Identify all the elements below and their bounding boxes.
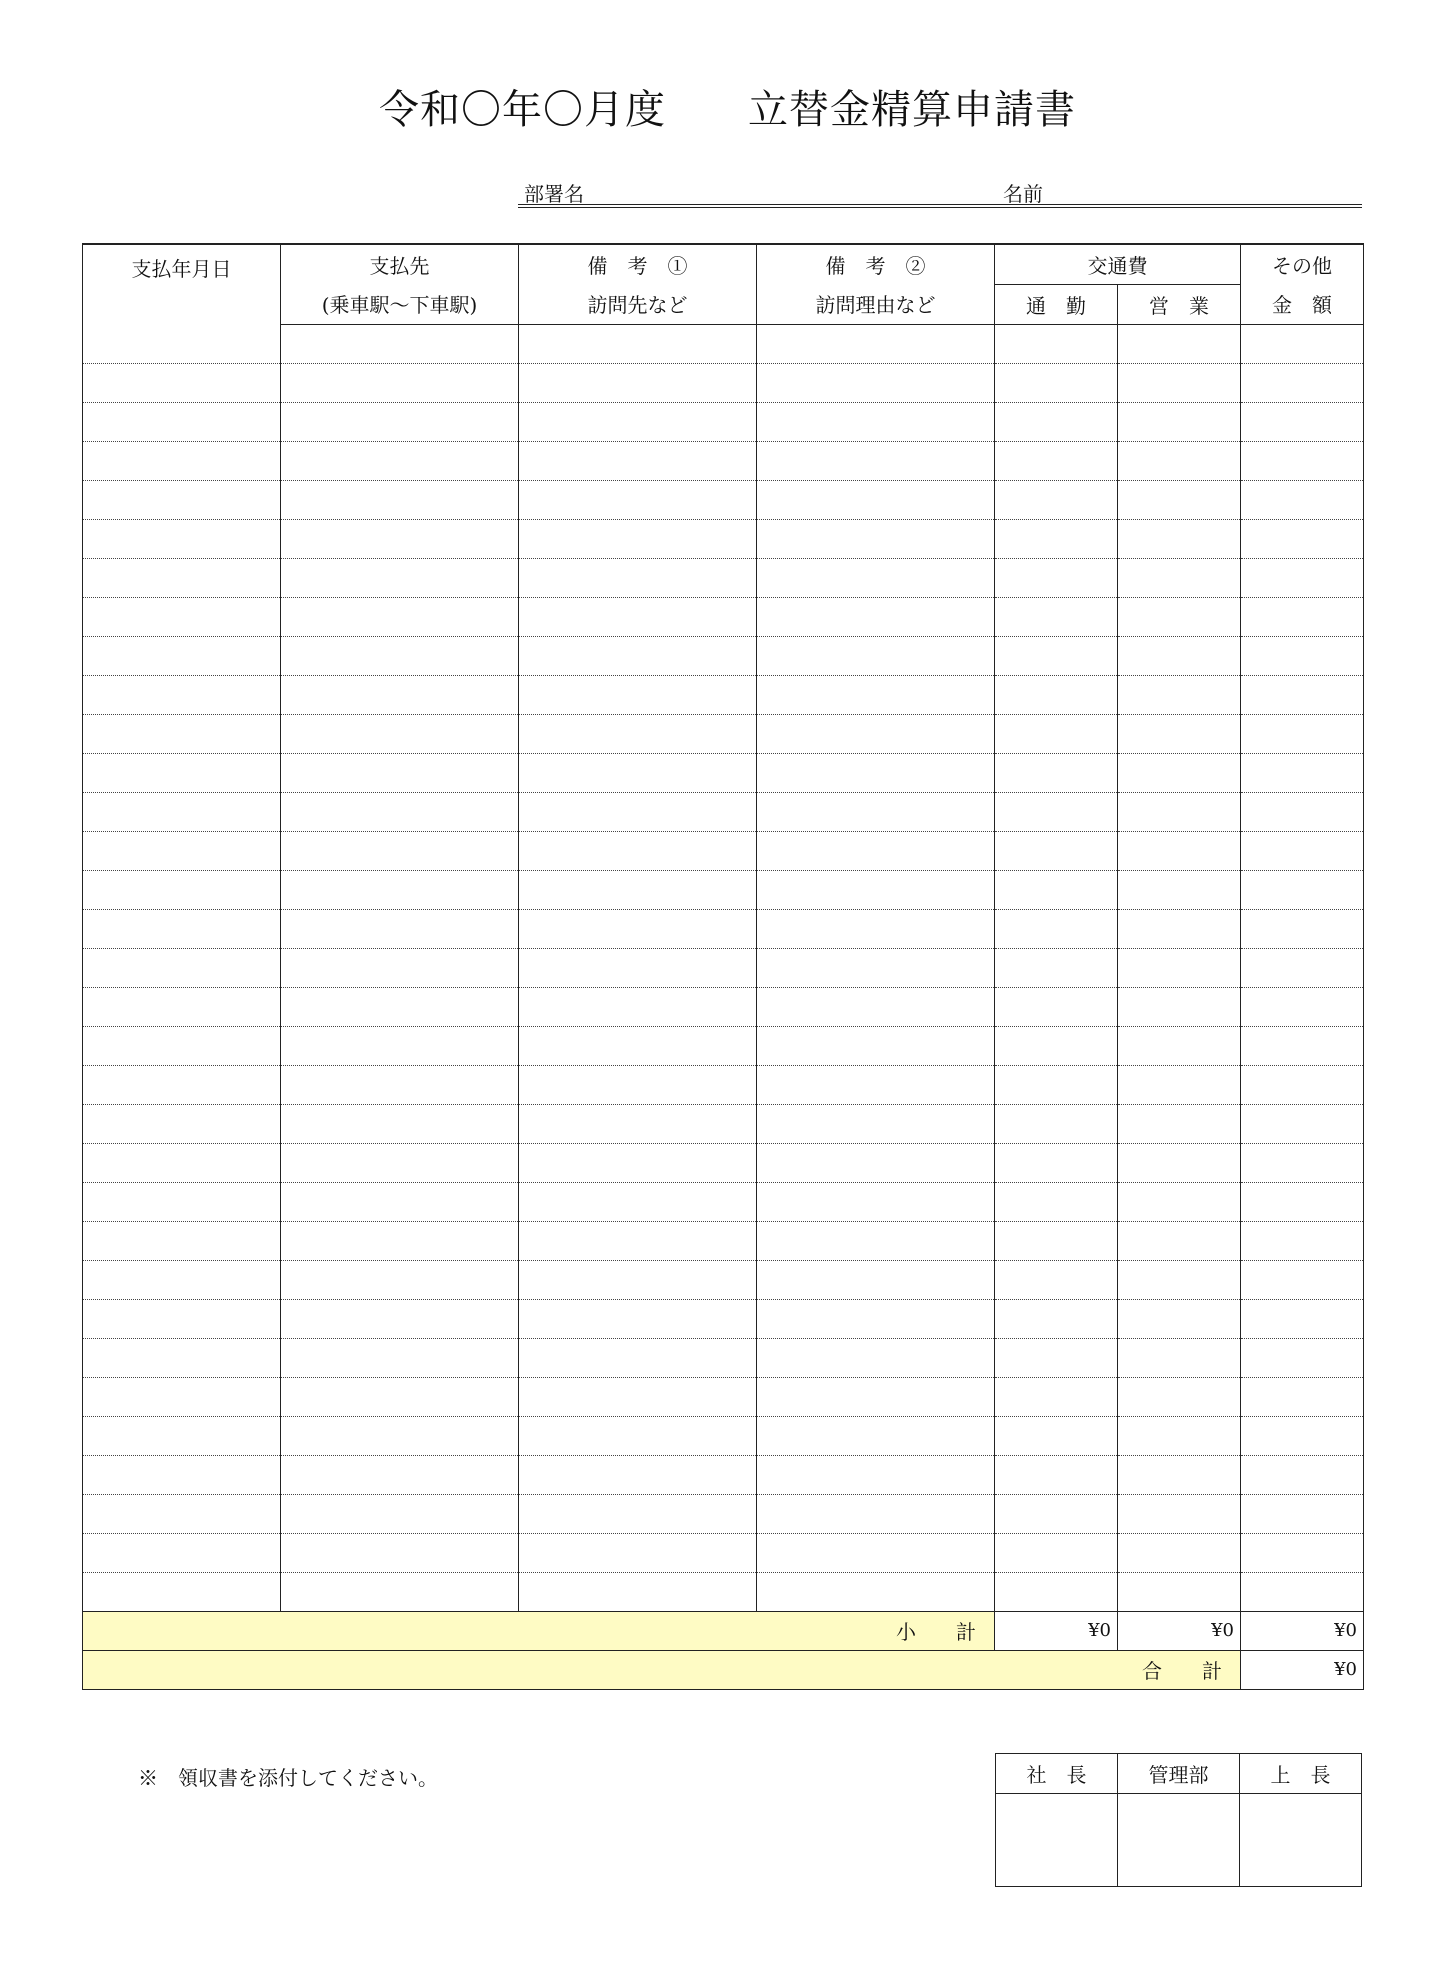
cell-other[interactable]: [1241, 363, 1364, 402]
cell-remark2[interactable]: [757, 1065, 995, 1104]
cell-remark1[interactable]: [519, 480, 757, 519]
cell-commute[interactable]: [995, 324, 1118, 363]
cell-date[interactable]: [83, 1065, 281, 1104]
cell-date[interactable]: [83, 1182, 281, 1221]
header-other-sub: 金 額: [1241, 284, 1364, 324]
cell-remark2[interactable]: [757, 1377, 995, 1416]
table-row: [83, 987, 1364, 1026]
cell-remark2[interactable]: [757, 714, 995, 753]
cell-date[interactable]: [83, 1104, 281, 1143]
cell-business[interactable]: [1118, 987, 1241, 1026]
cell-other[interactable]: [1241, 714, 1364, 753]
table-row: [83, 1026, 1364, 1065]
cell-remark2[interactable]: [757, 870, 995, 909]
cell-remark2[interactable]: [757, 1299, 995, 1338]
cell-business[interactable]: [1118, 909, 1241, 948]
cell-payee[interactable]: [281, 1026, 519, 1065]
table-row: [83, 1221, 1364, 1260]
cell-business[interactable]: [1118, 831, 1241, 870]
header-other: その他: [1241, 244, 1364, 284]
cell-date[interactable]: [83, 792, 281, 831]
cell-remark1[interactable]: [519, 363, 757, 402]
cell-commute[interactable]: [995, 753, 1118, 792]
cell-business[interactable]: [1118, 324, 1241, 363]
cell-business[interactable]: [1118, 1533, 1241, 1572]
total-row: [83, 1650, 1364, 1689]
cell-remark2[interactable]: [757, 792, 995, 831]
cell-date[interactable]: [83, 675, 281, 714]
cell-remark1[interactable]: [519, 402, 757, 441]
cell-remark2[interactable]: [757, 1104, 995, 1143]
cell-remark1[interactable]: [519, 1221, 757, 1260]
cell-other[interactable]: [1241, 1533, 1364, 1572]
cell-commute[interactable]: [995, 402, 1118, 441]
table-row: [83, 714, 1364, 753]
cell-date[interactable]: [83, 1143, 281, 1182]
cell-payee[interactable]: [281, 1416, 519, 1455]
expense-table: [82, 243, 1364, 1690]
cell-payee[interactable]: [281, 324, 519, 363]
cell-remark1[interactable]: [519, 1533, 757, 1572]
cell-commute[interactable]: [995, 1416, 1118, 1455]
cell-remark2[interactable]: [757, 1416, 995, 1455]
cell-remark1[interactable]: [519, 753, 757, 792]
cell-business[interactable]: [1118, 519, 1241, 558]
cell-remark2[interactable]: [757, 519, 995, 558]
table-row: [83, 402, 1364, 441]
cell-date[interactable]: [83, 1455, 281, 1494]
cell-payee[interactable]: [281, 831, 519, 870]
cell-remark2[interactable]: [757, 831, 995, 870]
cell-payee[interactable]: [281, 1104, 519, 1143]
cell-remark1[interactable]: [519, 831, 757, 870]
cell-other[interactable]: [1241, 480, 1364, 519]
cell-remark1[interactable]: [519, 1104, 757, 1143]
cell-remark2[interactable]: [757, 753, 995, 792]
cell-remark2[interactable]: [757, 480, 995, 519]
cell-remark1[interactable]: [519, 1377, 757, 1416]
cell-business[interactable]: [1118, 1182, 1241, 1221]
table-row: [83, 1143, 1364, 1182]
signature-underline: [518, 204, 1362, 208]
cell-business[interactable]: [1118, 1572, 1241, 1611]
table-row: [83, 1494, 1364, 1533]
cell-other[interactable]: [1241, 1494, 1364, 1533]
cell-remark1[interactable]: [519, 987, 757, 1026]
cell-remark1[interactable]: [519, 792, 757, 831]
subtotal-commute: ¥0: [995, 1611, 1118, 1650]
cell-business[interactable]: [1118, 558, 1241, 597]
approval-management: 管理部: [1118, 1754, 1240, 1794]
cell-payee[interactable]: [281, 870, 519, 909]
cell-business[interactable]: [1118, 1416, 1241, 1455]
stamp-box-superior[interactable]: [1240, 1794, 1362, 1887]
table-row: [83, 1338, 1364, 1377]
cell-commute[interactable]: [995, 1221, 1118, 1260]
cell-other[interactable]: [1241, 792, 1364, 831]
cell-remark2[interactable]: [757, 1143, 995, 1182]
header-remark1: 備 考 ①: [519, 244, 757, 284]
cell-other[interactable]: [1241, 597, 1364, 636]
cell-remark2[interactable]: [757, 1221, 995, 1260]
cell-business[interactable]: [1118, 636, 1241, 675]
header-payee-sub: (乗車駅～下車駅): [281, 284, 519, 324]
cell-other[interactable]: [1241, 1065, 1364, 1104]
cell-date[interactable]: [83, 948, 281, 987]
cell-business[interactable]: [1118, 948, 1241, 987]
cell-other[interactable]: [1241, 1572, 1364, 1611]
cell-commute[interactable]: [995, 441, 1118, 480]
table-row: [83, 675, 1364, 714]
cell-payee[interactable]: [281, 363, 519, 402]
cell-commute[interactable]: [995, 870, 1118, 909]
total-amount: ¥0: [1241, 1650, 1364, 1689]
cell-remark1[interactable]: [519, 1299, 757, 1338]
cell-date[interactable]: [83, 1494, 281, 1533]
cell-commute[interactable]: [995, 792, 1118, 831]
cell-payee[interactable]: [281, 1065, 519, 1104]
cell-commute[interactable]: [995, 1143, 1118, 1182]
header-date: 支払年月日: [83, 244, 281, 324]
cell-business[interactable]: [1118, 753, 1241, 792]
approval-stamp-table: [995, 1753, 1362, 1887]
table-row: [83, 480, 1364, 519]
header-transport: 交通費: [995, 244, 1241, 284]
table-row: [83, 558, 1364, 597]
cell-other[interactable]: [1241, 1104, 1364, 1143]
cell-commute[interactable]: [995, 597, 1118, 636]
table-row: [83, 1572, 1364, 1611]
cell-remark1[interactable]: [519, 597, 757, 636]
subtotal-row: [83, 1611, 1364, 1650]
cell-remark1[interactable]: [519, 1416, 757, 1455]
table-row: [83, 1377, 1364, 1416]
cell-remark1[interactable]: [519, 1026, 757, 1065]
table-row: [83, 1416, 1364, 1455]
cell-remark2[interactable]: [757, 597, 995, 636]
cell-commute[interactable]: [995, 1533, 1118, 1572]
cell-remark1[interactable]: [519, 675, 757, 714]
cell-commute[interactable]: [995, 909, 1118, 948]
cell-remark1[interactable]: [519, 1260, 757, 1299]
cell-remark2[interactable]: [757, 441, 995, 480]
cell-payee[interactable]: [281, 519, 519, 558]
cell-payee[interactable]: [281, 441, 519, 480]
cell-payee[interactable]: [281, 1260, 519, 1299]
cell-other[interactable]: [1241, 558, 1364, 597]
cell-remark2[interactable]: [757, 558, 995, 597]
cell-business[interactable]: [1118, 1494, 1241, 1533]
table-row: [83, 363, 1364, 402]
cell-commute[interactable]: [995, 1026, 1118, 1065]
cell-commute[interactable]: [995, 363, 1118, 402]
cell-date[interactable]: [83, 402, 281, 441]
cell-payee[interactable]: [281, 987, 519, 1026]
cell-remark1[interactable]: [519, 948, 757, 987]
cell-payee[interactable]: [281, 792, 519, 831]
cell-other[interactable]: [1241, 870, 1364, 909]
subtotal-business: ¥0: [1118, 1611, 1241, 1650]
cell-commute[interactable]: [995, 948, 1118, 987]
cell-remark1[interactable]: [519, 1143, 757, 1182]
cell-business[interactable]: [1118, 402, 1241, 441]
header-row: [83, 244, 1364, 284]
cell-payee[interactable]: [281, 1455, 519, 1494]
cell-date[interactable]: [83, 519, 281, 558]
cell-commute[interactable]: [995, 714, 1118, 753]
cell-payee[interactable]: [281, 714, 519, 753]
cell-other[interactable]: [1241, 987, 1364, 1026]
cell-other[interactable]: [1241, 675, 1364, 714]
cell-business[interactable]: [1118, 1260, 1241, 1299]
cell-other[interactable]: [1241, 1026, 1364, 1065]
cell-remark1[interactable]: [519, 1494, 757, 1533]
cell-commute[interactable]: [995, 1572, 1118, 1611]
cell-payee[interactable]: [281, 597, 519, 636]
cell-payee[interactable]: [281, 1143, 519, 1182]
table-row: [83, 441, 1364, 480]
cell-date[interactable]: [83, 987, 281, 1026]
cell-commute[interactable]: [995, 1299, 1118, 1338]
cell-remark2[interactable]: [757, 1533, 995, 1572]
cell-other[interactable]: [1241, 948, 1364, 987]
cell-payee[interactable]: [281, 1182, 519, 1221]
cell-remark1[interactable]: [519, 1182, 757, 1221]
cell-remark2[interactable]: [757, 363, 995, 402]
receipt-note: ※ 領収書を添付してください。: [138, 1766, 438, 1790]
cell-business[interactable]: [1118, 441, 1241, 480]
cell-commute[interactable]: [995, 1104, 1118, 1143]
table-row: [83, 831, 1364, 870]
cell-remark1[interactable]: [519, 909, 757, 948]
cell-commute[interactable]: [995, 480, 1118, 519]
cell-commute[interactable]: [995, 1377, 1118, 1416]
table-row: [83, 948, 1364, 987]
cell-date[interactable]: [83, 636, 281, 675]
cell-remark2[interactable]: [757, 1494, 995, 1533]
cell-payee[interactable]: [281, 1572, 519, 1611]
cell-date[interactable]: [83, 909, 281, 948]
header-remark1-sub: 訪問先など: [519, 284, 757, 324]
cell-remark2[interactable]: [757, 324, 995, 363]
cell-other[interactable]: [1241, 1338, 1364, 1377]
cell-other[interactable]: [1241, 324, 1364, 363]
cell-commute[interactable]: [995, 831, 1118, 870]
cell-payee[interactable]: [281, 402, 519, 441]
table-row: [83, 519, 1364, 558]
cell-other[interactable]: [1241, 636, 1364, 675]
cell-payee[interactable]: [281, 1533, 519, 1572]
cell-business[interactable]: [1118, 1455, 1241, 1494]
subtotal-other: ¥0: [1241, 1611, 1364, 1650]
table-row: [83, 1260, 1364, 1299]
cell-date[interactable]: [83, 870, 281, 909]
cell-business[interactable]: [1118, 1143, 1241, 1182]
cell-remark2[interactable]: [757, 1572, 995, 1611]
cell-remark1[interactable]: [519, 1455, 757, 1494]
cell-business[interactable]: [1118, 870, 1241, 909]
cell-other[interactable]: [1241, 1455, 1364, 1494]
page-title: 令和〇年〇月度 立替金精算申請書: [379, 87, 1076, 133]
cell-business[interactable]: [1118, 1221, 1241, 1260]
header-business: 営 業: [1118, 284, 1241, 324]
cell-date[interactable]: [83, 363, 281, 402]
cell-other[interactable]: [1241, 753, 1364, 792]
table-row: [83, 1104, 1364, 1143]
cell-date[interactable]: [83, 831, 281, 870]
table-row: [83, 324, 1364, 363]
cell-payee[interactable]: [281, 1377, 519, 1416]
cell-other[interactable]: [1241, 1377, 1364, 1416]
department-label: 部署名: [524, 182, 584, 206]
cell-date[interactable]: [83, 1572, 281, 1611]
cell-date[interactable]: [83, 1026, 281, 1065]
cell-other[interactable]: [1241, 1260, 1364, 1299]
cell-date[interactable]: [83, 1338, 281, 1377]
cell-commute[interactable]: [995, 558, 1118, 597]
cell-business[interactable]: [1118, 1299, 1241, 1338]
cell-business[interactable]: [1118, 1104, 1241, 1143]
cell-other[interactable]: [1241, 1299, 1364, 1338]
cell-other[interactable]: [1241, 831, 1364, 870]
cell-commute[interactable]: [995, 987, 1118, 1026]
cell-business[interactable]: [1118, 714, 1241, 753]
name-label: 名前: [1003, 182, 1043, 206]
header-remark2: 備 考 ②: [757, 244, 995, 284]
header-commute: 通 勤: [995, 284, 1118, 324]
cell-remark1[interactable]: [519, 870, 757, 909]
cell-other[interactable]: [1241, 1416, 1364, 1455]
cell-business[interactable]: [1118, 363, 1241, 402]
cell-remark2[interactable]: [757, 909, 995, 948]
header-payee: 支払先: [281, 244, 519, 284]
cell-date[interactable]: [83, 480, 281, 519]
cell-remark2[interactable]: [757, 1455, 995, 1494]
cell-remark1[interactable]: [519, 714, 757, 753]
table-row: [83, 909, 1364, 948]
cell-commute[interactable]: [995, 1494, 1118, 1533]
cell-remark2[interactable]: [757, 948, 995, 987]
cell-date[interactable]: [83, 1533, 281, 1572]
table-row: [83, 792, 1364, 831]
stamp-box-management[interactable]: [1118, 1794, 1240, 1887]
cell-date[interactable]: [83, 714, 281, 753]
cell-business[interactable]: [1118, 792, 1241, 831]
cell-commute[interactable]: [995, 1065, 1118, 1104]
cell-remark2[interactable]: [757, 1182, 995, 1221]
cell-payee[interactable]: [281, 675, 519, 714]
subtotal-label: 小 計: [83, 1611, 995, 1650]
cell-other[interactable]: [1241, 519, 1364, 558]
cell-commute[interactable]: [995, 675, 1118, 714]
cell-business[interactable]: [1118, 597, 1241, 636]
cell-business[interactable]: [1118, 480, 1241, 519]
cell-other[interactable]: [1241, 402, 1364, 441]
cell-other[interactable]: [1241, 1182, 1364, 1221]
cell-remark1[interactable]: [519, 636, 757, 675]
cell-remark1[interactable]: [519, 1338, 757, 1377]
cell-business[interactable]: [1118, 1065, 1241, 1104]
table-row: [83, 1455, 1364, 1494]
cell-payee[interactable]: [281, 1299, 519, 1338]
cell-remark2[interactable]: [757, 1338, 995, 1377]
cell-payee[interactable]: [281, 948, 519, 987]
cell-date[interactable]: [83, 1221, 281, 1260]
cell-commute[interactable]: [995, 1455, 1118, 1494]
cell-date[interactable]: [83, 558, 281, 597]
cell-remark1[interactable]: [519, 519, 757, 558]
cell-remark1[interactable]: [519, 1572, 757, 1611]
total-label: 合 計: [83, 1650, 1241, 1689]
table-row: [83, 1065, 1364, 1104]
cell-payee[interactable]: [281, 480, 519, 519]
approval-president: 社 長: [996, 1754, 1118, 1794]
cell-date[interactable]: [83, 753, 281, 792]
cell-date[interactable]: [83, 324, 281, 363]
cell-payee[interactable]: [281, 1338, 519, 1377]
cell-date[interactable]: [83, 1299, 281, 1338]
cell-remark2[interactable]: [757, 402, 995, 441]
header-remark2-sub: 訪問理由など: [757, 284, 995, 324]
cell-remark1[interactable]: [519, 441, 757, 480]
cell-date[interactable]: [83, 441, 281, 480]
cell-remark1[interactable]: [519, 324, 757, 363]
cell-payee[interactable]: [281, 558, 519, 597]
cell-other[interactable]: [1241, 909, 1364, 948]
cell-other[interactable]: [1241, 1143, 1364, 1182]
cell-remark2[interactable]: [757, 1260, 995, 1299]
cell-payee[interactable]: [281, 636, 519, 675]
cell-commute[interactable]: [995, 519, 1118, 558]
cell-date[interactable]: [83, 597, 281, 636]
table-row: [83, 1182, 1364, 1221]
cell-other[interactable]: [1241, 1221, 1364, 1260]
cell-remark1[interactable]: [519, 558, 757, 597]
cell-business[interactable]: [1118, 675, 1241, 714]
cell-business[interactable]: [1118, 1338, 1241, 1377]
cell-payee[interactable]: [281, 753, 519, 792]
cell-date[interactable]: [83, 1260, 281, 1299]
cell-commute[interactable]: [995, 1338, 1118, 1377]
cell-payee[interactable]: [281, 1221, 519, 1260]
cell-commute[interactable]: [995, 1182, 1118, 1221]
cell-payee[interactable]: [281, 1494, 519, 1533]
cell-remark1[interactable]: [519, 1065, 757, 1104]
stamp-box-president[interactable]: [996, 1794, 1118, 1887]
cell-other[interactable]: [1241, 441, 1364, 480]
cell-payee[interactable]: [281, 909, 519, 948]
cell-business[interactable]: [1118, 1377, 1241, 1416]
cell-commute[interactable]: [995, 1260, 1118, 1299]
table-row: [83, 1533, 1364, 1572]
approval-superior: 上 長: [1240, 1754, 1362, 1794]
cell-remark2[interactable]: [757, 636, 995, 675]
cell-commute[interactable]: [995, 636, 1118, 675]
table-row: [83, 597, 1364, 636]
table-row: [83, 636, 1364, 675]
table-row: [83, 753, 1364, 792]
cell-remark2[interactable]: [757, 675, 995, 714]
cell-business[interactable]: [1118, 1026, 1241, 1065]
cell-remark2[interactable]: [757, 987, 995, 1026]
cell-date[interactable]: [83, 1377, 281, 1416]
cell-remark2[interactable]: [757, 1026, 995, 1065]
cell-date[interactable]: [83, 1416, 281, 1455]
table-row: [83, 870, 1364, 909]
table-row: [83, 1299, 1364, 1338]
